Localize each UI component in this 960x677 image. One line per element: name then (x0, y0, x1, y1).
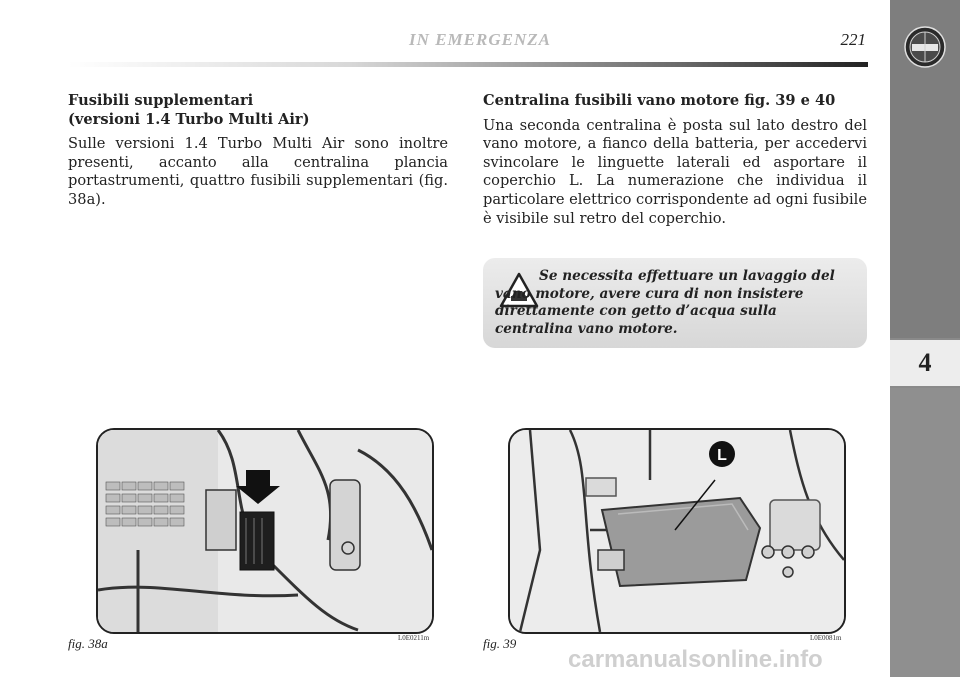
engine-bay-illustration-39 (510, 430, 844, 632)
section-header-title: IN EMERGENZA (409, 30, 551, 49)
left-title-line2: (versioni 1.4 Turbo Multi Air) (68, 110, 310, 128)
right-body-text: Una seconda centralina è posta sul lato destro del vano motore, a fianco della batteria, per accedervi svincolare le linguette laterali ed asportare il coperchio L. La numerazione che individua il particolare elettrico corrispondente ad ogni fusibile è visibile sul retro del coperchio. (483, 116, 867, 227)
left-title-line1: Fusibili supplementari (68, 92, 254, 109)
fuse-illustration-38a (98, 430, 432, 632)
page-number: 221 (840, 30, 866, 49)
right-section-title: Centralina fusibili vano motore fig. 39 e 40 (483, 92, 836, 109)
chapter-tab[interactable] (890, 340, 960, 386)
figure-caption-38a: fig. 38a (68, 636, 108, 651)
figure-code-39: L0E0081m (810, 634, 842, 642)
left-body-text: Sulle versioni 1.4 Turbo Multi Air sono inoltre presenti, accanto alla centralina plancia portastrumenti, quattro fusibili supplementari (fig. 38a). (68, 135, 448, 208)
header-divider (68, 62, 868, 67)
watermark-text: carmanualsonline.info (568, 646, 823, 673)
left-section-title (68, 92, 448, 129)
figure-caption-39: fig. 39 (483, 636, 517, 651)
callout-label: L (717, 447, 727, 464)
warning-note-text: Se necessita effettuare un lavaggio del vano motore, avere cura di non insistere direttamente con getto d’acqua sulla centralina vano motore. (495, 268, 835, 337)
figure-39 (508, 428, 846, 634)
lancia-logo-icon (904, 26, 946, 68)
right-column (483, 92, 867, 228)
warning-note (483, 258, 867, 348)
side-bar-bottom (890, 388, 960, 677)
figure-38a (96, 428, 434, 634)
left-column (68, 92, 448, 210)
figure-code-38a: L0E0211m (398, 634, 430, 642)
chapter-number: 4 (918, 348, 932, 377)
